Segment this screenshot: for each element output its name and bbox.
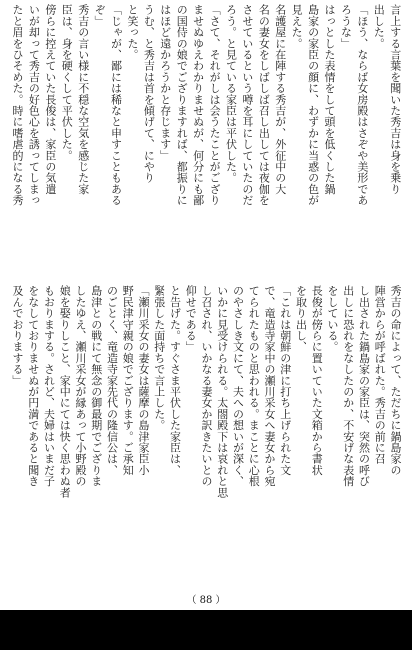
scan-footer-band bbox=[0, 610, 412, 650]
text-column: 出した。 bbox=[372, 4, 386, 49]
text-column: 「ほう、ならば女房殿はさぞや美形であ bbox=[355, 4, 369, 206]
page-number: （ 88 ） bbox=[186, 595, 226, 606]
text-column: を取り出し、 bbox=[294, 285, 308, 353]
text-column: 臣は、身を硬くして平伏した。 bbox=[60, 4, 74, 161]
text-column: 仰せである」 bbox=[184, 285, 198, 353]
text-column: 「さて、それがしは会うたことがござり bbox=[208, 4, 222, 206]
text-column: ぞ」 bbox=[93, 4, 107, 27]
text-column: 及んでおりまする」 bbox=[11, 285, 24, 386]
text-column: もおりまする。されど、夫婦はいまだ子 bbox=[42, 285, 56, 487]
text-column: いかに見受けられる。太閤殿下は哀れと思 bbox=[215, 285, 229, 498]
text-column: はほど遠かろうかと存じます」 bbox=[158, 4, 172, 161]
text-column: 娘を娶りしこと、家中にては快く思わぬ者 bbox=[58, 285, 72, 498]
text-column: うむ、と秀吉は首を傾げて、にやり bbox=[142, 4, 156, 184]
text-column: 見えた。 bbox=[290, 4, 304, 49]
text-column: 島津との戦にて無念の御最期でござりま bbox=[89, 285, 103, 487]
text-column: 言上する言葉を聞いた秀吉は身を乗り bbox=[388, 4, 402, 195]
text-column: させているという噂を耳にしていたのだ bbox=[240, 4, 254, 206]
text-column: をしている。 bbox=[326, 285, 339, 353]
text-column: 陣営からが呼ばれた。秀吉の前に召 bbox=[373, 285, 387, 465]
text-column: 島家の家臣の顔に、わずかに当惑の色が bbox=[306, 4, 320, 206]
text-column: 秀吉の命によって、ただちに鍋島家の bbox=[389, 285, 402, 476]
text-column: ろうな」 bbox=[339, 4, 353, 49]
top-text-block bbox=[10, 4, 402, 274]
text-column: と笑った。 bbox=[125, 4, 139, 60]
text-column: はっとした表情をして頭を低くした鍋 bbox=[323, 4, 337, 195]
text-column: 名の妻女をしばしば召し出しては夜伽を bbox=[257, 4, 271, 206]
text-column: ろう。と見ている家臣は平伏した。 bbox=[224, 4, 238, 184]
text-column: 「瀬川采女の妻女は薩摩の島津家臣小 bbox=[137, 285, 150, 476]
text-column: てられたものと思われる。まことに心根 bbox=[247, 285, 261, 487]
text-column: で、竜造寺家中の瀬川采女へ妻女から宛 bbox=[263, 285, 276, 487]
text-column: の国侍の娘でござりますれば、都振りに bbox=[175, 4, 189, 206]
text-column: 出しに恐れをなしたのか、不安げな表情 bbox=[341, 285, 355, 487]
text-column: 野民津守親の娘でござります。ご承知 bbox=[121, 285, 135, 476]
text-column: のやさしき文にて、夫への想いが深く、 bbox=[231, 285, 245, 487]
text-column: 「じゃが、鄙には稀なと申すこともある bbox=[109, 4, 123, 206]
text-column: 傍らに控えていた長俊は、家臣の気遣 bbox=[43, 4, 57, 195]
text-column: したゆえ、瀬川采女が縁あって小野殿の bbox=[74, 285, 87, 487]
text-column: 秀吉の言い様に不穏な空気を感じた家 bbox=[76, 4, 90, 195]
text-column: ませぬゆえわかりませぬが、何分にも鄙 bbox=[191, 4, 205, 206]
text-column: し召され、いかなる妻女か訳きたいとの bbox=[200, 285, 213, 487]
text-column: をなしておりませぬが円満であると聞き bbox=[26, 285, 40, 487]
text-column: 長俊が傍らに置いていた文箱から書状 bbox=[310, 285, 324, 476]
bottom-text-block bbox=[10, 285, 402, 590]
text-column: たと眉をひそめた。時に嗜虐的になる秀 bbox=[11, 4, 24, 206]
text-column: 緊張した面持ちで言上した。 bbox=[152, 285, 166, 431]
text-column: 「これは朝鮮の津に打ち上げられた文 bbox=[278, 285, 292, 476]
text-column: のごとく、竜造寺家先代の隆信公は、 bbox=[105, 285, 119, 476]
text-column: し出された鍋島家の家臣は、突然の呼び bbox=[357, 285, 371, 487]
text-column: と告げた。すぐさま平伏した家臣は、 bbox=[168, 285, 182, 476]
text-column: 名護屋に在陣する秀吉が、外征中の大 bbox=[273, 4, 287, 195]
text-column: いが却って秀吉の好色心を誘ってしまっ bbox=[27, 4, 41, 206]
